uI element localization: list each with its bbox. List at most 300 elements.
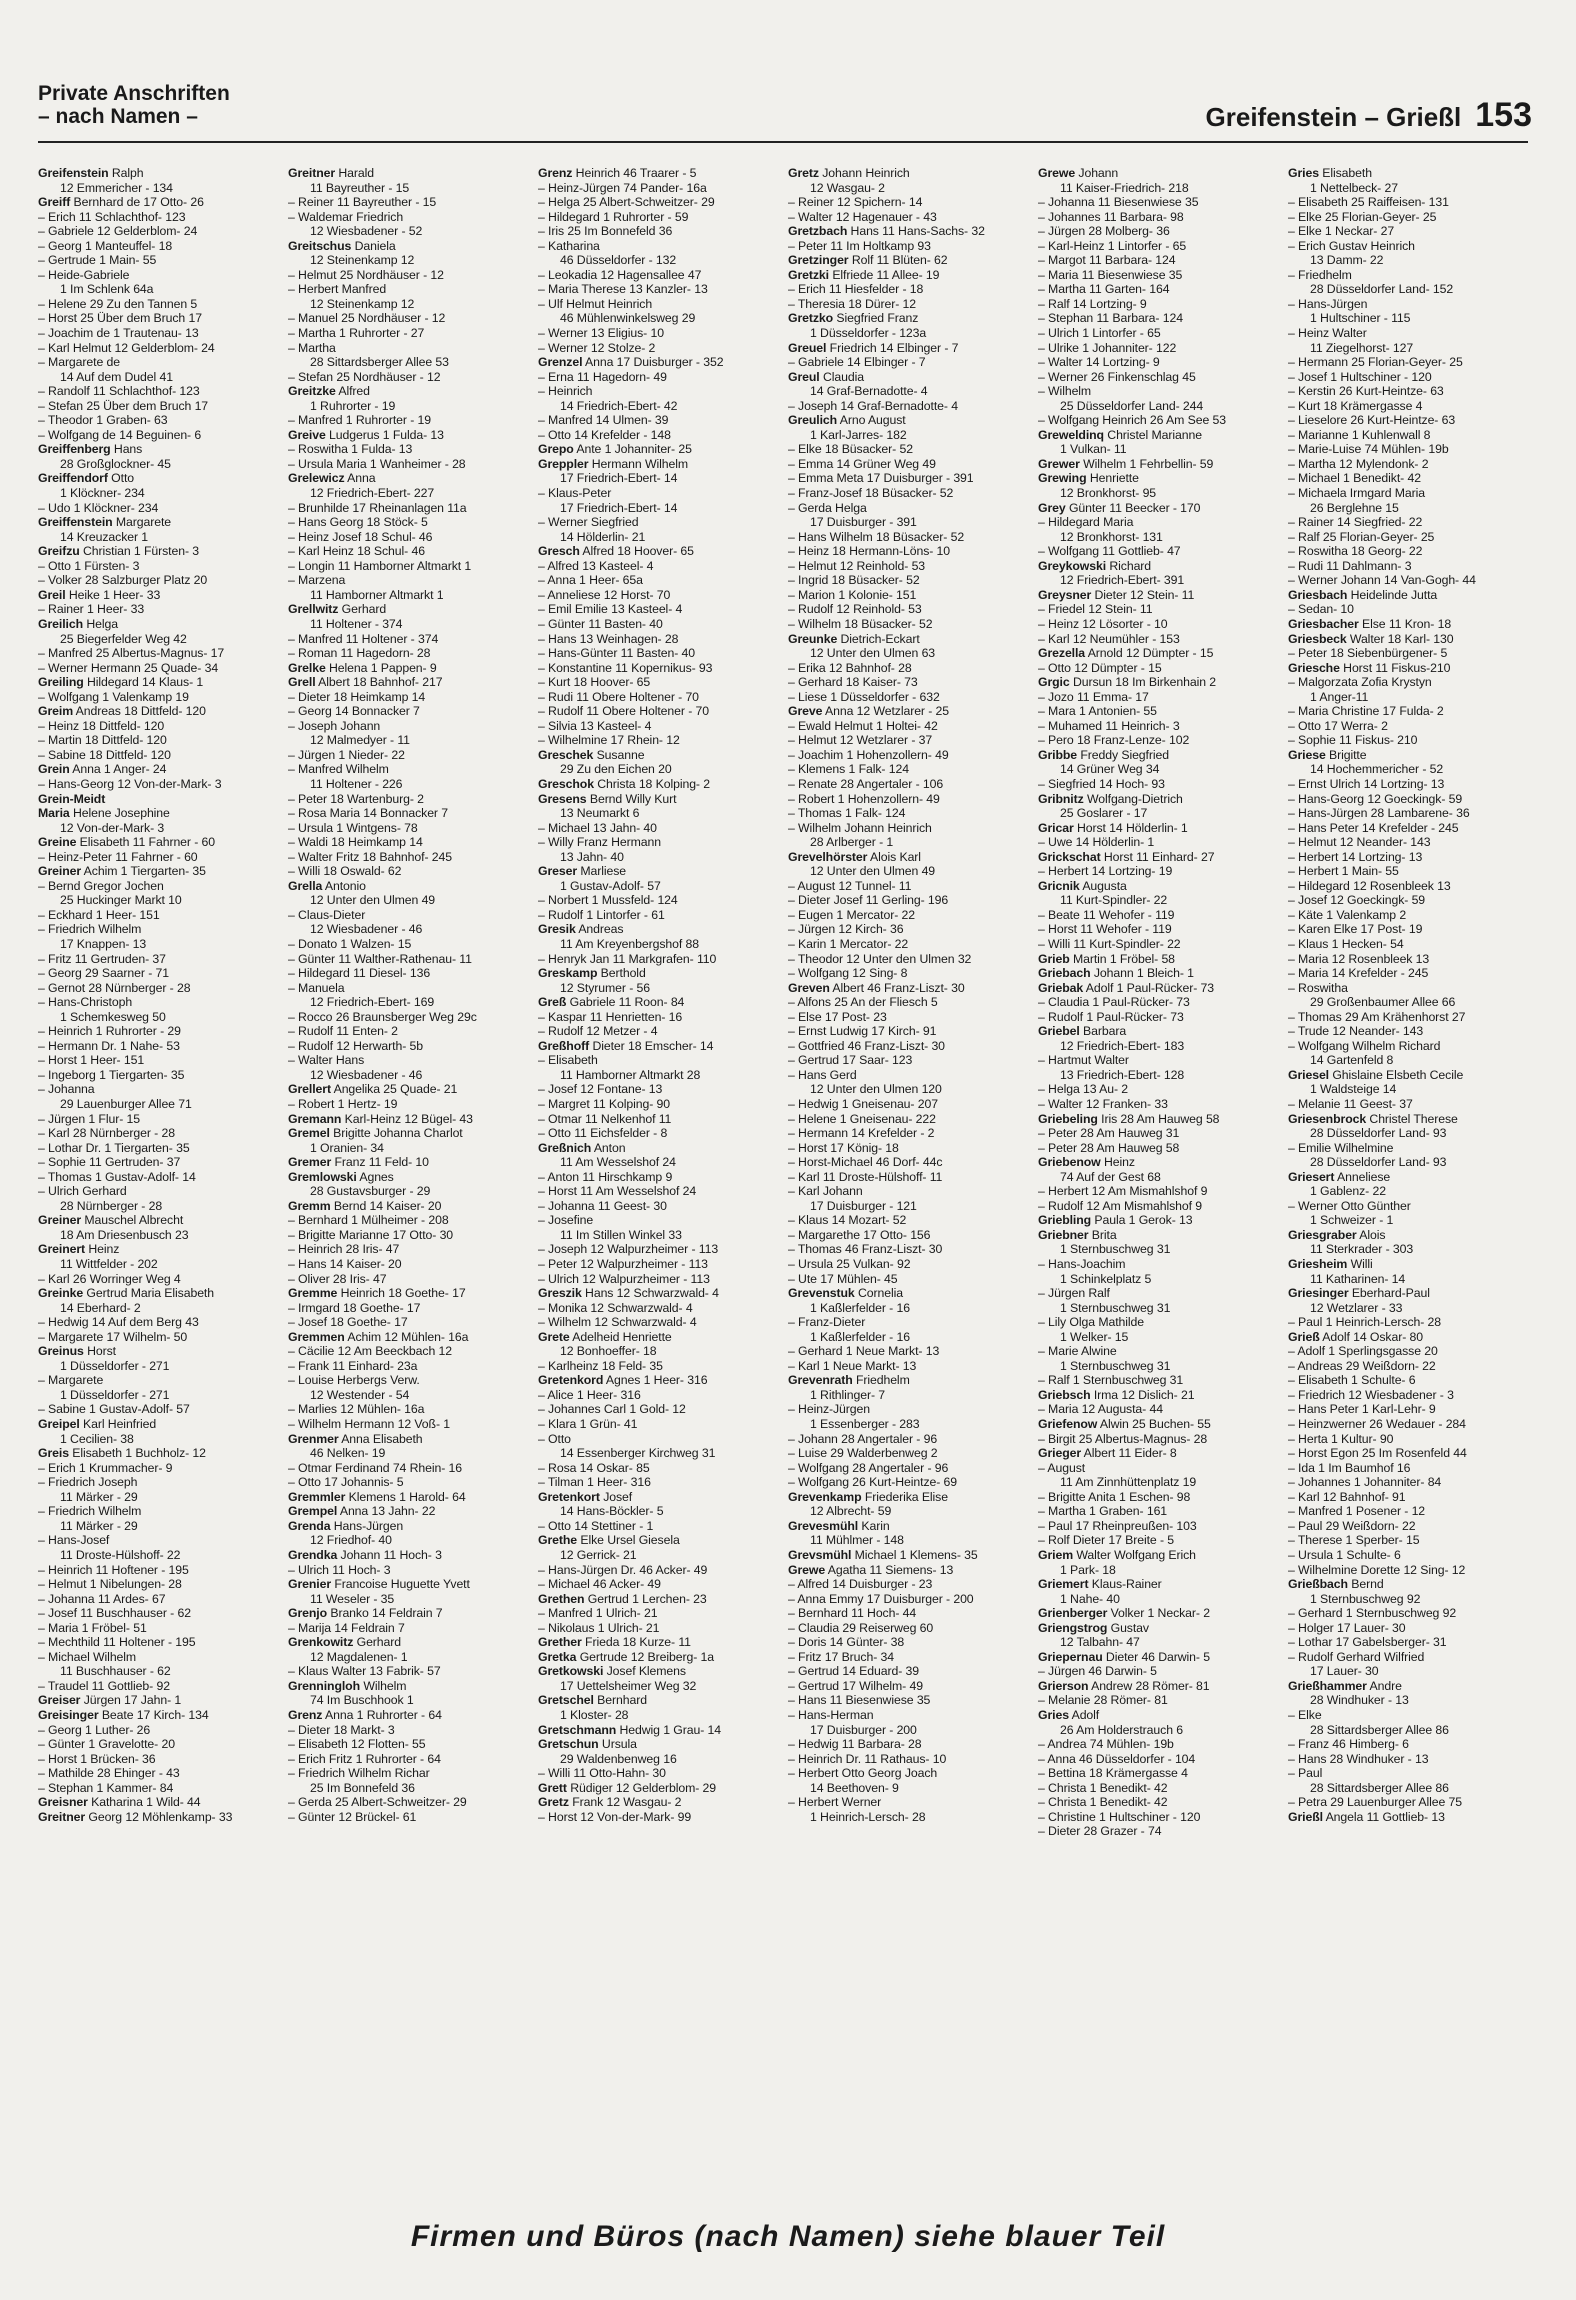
directory-entry-line: – Kurt 18 Krämergasse 4	[1288, 398, 1423, 413]
directory-entry-line: – Horst 12 Von-der-Mark- 99	[538, 1809, 692, 1824]
directory-entry-line: Grießhammer Andre	[1288, 1678, 1402, 1693]
directory-entry-line: 1 Düsseldorfer - 271	[60, 1387, 170, 1402]
directory-entry-line: Grelke Helena 1 Pappen- 9	[288, 660, 437, 675]
directory-entry-line: – Fritz 17 Bruch- 34	[788, 1649, 894, 1664]
directory-entry-line: – Herbert 1 Main- 55	[1288, 864, 1399, 879]
directory-entry-line: – Christa 1 Benedikt- 42	[1038, 1780, 1168, 1795]
directory-entry-line: – Otto 17 Johannis- 5	[288, 1475, 404, 1490]
directory-entry-line: – Franz 46 Himberg- 6	[1288, 1737, 1409, 1752]
directory-entry-line: – Muhamed 11 Heinrich- 3	[1038, 718, 1180, 733]
directory-entry-line: Greitner Georg 12 Möhlenkamp- 33	[38, 1809, 233, 1824]
directory-entry-line: – Brigitte Marianne 17 Otto- 30	[288, 1227, 454, 1242]
directory-entry-line: – Manfred 14 Ulmen- 39	[538, 413, 669, 428]
directory-entry-line: Grevenkamp Friederika Elise	[788, 1489, 948, 1504]
directory-entry-line: – Helga 13 Au- 2	[1038, 1082, 1129, 1097]
directory-entry-line: – Peter 11 Im Holtkamp 93	[788, 238, 931, 253]
directory-entry-line: Greiner Achim 1 Tiergarten- 35	[38, 864, 206, 879]
directory-entry-line: Grella Antonio	[288, 878, 366, 893]
directory-entry-line: Greis Elisabeth 1 Buchholz- 12	[38, 1446, 206, 1461]
directory-entry-line: – Hedwig 14 Auf dem Berg 43	[38, 1315, 199, 1330]
directory-entry-line: – Randolf 11 Schlachthof- 123	[38, 384, 200, 399]
directory-entry-line: – Margret 11 Kolping- 90	[538, 1097, 671, 1111]
directory-entry-line: 1 Ruhrorter - 19	[310, 398, 396, 413]
directory-entry-line: – Martha 11 Garten- 164	[1038, 282, 1170, 297]
directory-entry-line: – Johann 28 Angertaler - 96	[788, 1431, 938, 1446]
directory-entry-line: 14 Kreuzacker 1	[60, 529, 149, 544]
directory-entry-line: 12 Friedrich-Ebert- 227	[310, 486, 435, 501]
directory-entry-line: Grethen Gertrud 1 Lerchen- 23	[538, 1591, 707, 1606]
directory-entry-line: – Reiner 11 Bayreuther - 15	[288, 195, 437, 210]
directory-entry-line: 1 Nahe- 40	[1060, 1591, 1120, 1606]
directory-column	[1288, 166, 1538, 2166]
directory-entry-line: Griebling Paula 1 Gerok- 13	[1038, 1213, 1193, 1228]
directory-entry-line: – Wolfgang de 14 Beguinen- 6	[38, 427, 202, 442]
name-range-label: Greifenstein – Grießl	[1205, 102, 1462, 132]
directory-entry-line: – Rudolf 12 Herwarth- 5b	[288, 1038, 423, 1053]
directory-entry-line: 1 Düsseldorfer - 123a	[810, 326, 927, 341]
directory-entry-line: – Christa 1 Benedikt- 42	[1038, 1795, 1168, 1810]
directory-entry-line: 1 Sternbuschweg 31	[1060, 1358, 1171, 1373]
directory-entry-line: 11 Weseler - 35	[310, 1591, 395, 1606]
directory-entry-line: 46 Düsseldorfer - 132	[560, 253, 677, 268]
directory-entry-line: – Joachim de 1 Trautenau- 13	[38, 326, 199, 341]
directory-entry-line: – Roswitha 1 Fulda- 13	[288, 442, 413, 457]
directory-entry-line: – Luise 29 Walderbenweg 2	[788, 1446, 938, 1461]
directory-entry-line: – Ingrid 18 Büsacker- 52	[788, 573, 920, 588]
directory-entry-line: – Peter 18 Wartenburg- 2	[288, 791, 424, 806]
directory-entry-line: – Konstantine 11 Kopernikus- 93	[538, 660, 713, 675]
directory-entry-line: – Rudolf 12 Metzer - 4	[538, 1024, 658, 1039]
directory-entry-line: – Katharina	[538, 238, 600, 253]
directory-entry-line: Griebach Johann 1 Bleich- 1	[1038, 966, 1194, 981]
directory-entry-line: Greiffenberg Hans	[38, 442, 143, 457]
directory-entry-line: – Herta 1 Kultur- 90	[1288, 1431, 1394, 1446]
directory-entry-line: – Andreas 29 Weißdorn- 22	[1288, 1358, 1436, 1373]
directory-entry-line: – Tilman 1 Heer- 316	[538, 1475, 651, 1490]
directory-entry-line: – Elke 1 Neckar- 27	[1288, 224, 1395, 239]
directory-entry-line: Greysner Dieter 12 Stein- 11	[1038, 587, 1195, 602]
directory-entry-line: Grevesmühl Karin	[788, 1518, 890, 1533]
directory-entry-line: 14 Beethoven- 9	[810, 1780, 899, 1795]
directory-entry-line: – Wolfgang 28 Angertaler - 96	[788, 1460, 949, 1475]
directory-entry-line: 12 Bronkhorst- 95	[1060, 486, 1157, 501]
directory-entry-line: – Otmar 11 Nelkenhof 11	[538, 1111, 672, 1126]
directory-entry-line: – Gerhard 1 Sternbuschweg 92	[1288, 1606, 1457, 1621]
directory-entry-line: Griebeling Iris 28 Am Hauweg 58	[1038, 1111, 1220, 1126]
directory-entry-line: – Ute 17 Mühlen- 45	[788, 1271, 898, 1286]
directory-entry-line: – Klemens 1 Falk- 124	[788, 762, 909, 777]
directory-entry-line: Gries Elisabeth	[1288, 166, 1372, 180]
directory-entry-line: – Hans-Günter 11 Basten- 40	[538, 646, 696, 661]
directory-entry-line: Greve Anna 12 Wetzlarer - 25	[788, 704, 950, 719]
directory-entry-line: – Paul 29 Weißdorn- 22	[1288, 1518, 1416, 1533]
directory-entry-line: – Heinz-Peter 11 Fahrner - 60	[38, 849, 198, 864]
directory-entry-line: Griesgraber Alois	[1288, 1227, 1386, 1242]
directory-entry-line: – Hans Gerd	[788, 1067, 857, 1082]
directory-entry-line: Greisner Katharina 1 Wild- 44	[38, 1795, 201, 1810]
directory-entry-line: – Hildegard 12 Rosenbleek 13	[1288, 878, 1451, 893]
directory-entry-line: 11 Sterkrader - 303	[1310, 1242, 1414, 1257]
directory-entry-line: – Otto	[538, 1431, 571, 1446]
directory-entry-line: Greykowski Richard	[1038, 558, 1152, 573]
directory-entry-line: – Lothar Dr. 1 Tiergarten- 35	[38, 1140, 190, 1155]
directory-entry-line: 1 Schinkelplatz 5	[1060, 1271, 1152, 1286]
directory-entry-line: – Bernhard 1 Mülheimer - 208	[288, 1213, 449, 1228]
directory-entry-line: – Käte 1 Valenkamp 2	[1288, 907, 1407, 922]
directory-entry-line: – Werner Siegfried	[538, 515, 639, 530]
directory-entry-line: – Oliver 28 Iris- 47	[288, 1271, 387, 1286]
directory-entry-line: 28 Großglockner- 45	[60, 456, 171, 471]
directory-entry-line: Greweldinq Christel Marianne	[1038, 427, 1202, 442]
directory-entry-line: – Martha	[288, 340, 336, 355]
directory-entry-line: Grendka Johann 11 Hoch- 3	[288, 1547, 442, 1562]
directory-entry-line: – Jozo 11 Emma- 17	[1038, 689, 1149, 704]
directory-entry-line: – Manfred 1 Ulrich- 21	[538, 1606, 658, 1621]
directory-entry-line: – Friedrich Wilhelm	[38, 1504, 142, 1519]
directory-entry-line: – Helmut 12 Wetzlarer - 37	[788, 733, 933, 748]
directory-entry-line: – Helene 29 Zu den Tannen 5	[38, 296, 198, 311]
directory-entry-line: – Werner Hermann 25 Quade- 34	[38, 660, 219, 675]
directory-entry-line: – Helene 1 Gneisenau- 222	[788, 1111, 936, 1126]
directory-entry-line: – Peter 18 Siebenbürgener- 5	[1288, 646, 1448, 661]
directory-entry-line: – Wilhelmine 17 Rhein- 12	[538, 733, 680, 748]
directory-entry-line: – Willi 18 Oswald- 62	[288, 864, 402, 879]
directory-entry-line: – Cäcilie 12 Am Beeckbach 12	[288, 1344, 452, 1359]
directory-entry-line: 1 Nettelbeck- 27	[1310, 180, 1398, 195]
directory-entry-line: – Beate 11 Wehofer - 119	[1038, 907, 1175, 922]
directory-entry-line: 12 Malmedyer - 11	[310, 733, 410, 748]
directory-entry-line: 17 Duisburger - 391	[810, 515, 917, 530]
directory-entry-line: – Dieter Josef 11 Gerling- 196	[788, 893, 949, 908]
directory-entry-line: – Wilhelm 18 Büsacker- 52	[788, 616, 933, 631]
directory-entry-line: – Johanna	[38, 1082, 95, 1097]
directory-entry-line: 1 Gablenz- 22	[1310, 1184, 1386, 1199]
directory-entry-line: 1 Düsseldorfer - 271	[60, 1358, 170, 1373]
directory-entry-line: – Joseph 14 Graf-Bernadotte- 4	[788, 398, 958, 413]
directory-entry-line: Greiser Jürgen 17 Jahn- 1	[38, 1693, 182, 1708]
directory-entry-line: – Gertrud 17 Wilhelm- 49	[788, 1678, 923, 1693]
directory-entry-line: – Heinzwerner 26 Wedauer - 284	[1288, 1417, 1466, 1432]
directory-entry-line: – Robert 1 Hohenzollern- 49	[788, 791, 940, 806]
directory-entry-line: Gretka Gertrude 12 Breiberg- 1a	[538, 1649, 714, 1664]
directory-entry-line: – Donato 1 Walzen- 15	[288, 936, 412, 951]
directory-entry-line: – Erich Gustav Heinrich	[1288, 238, 1415, 253]
directory-entry-line: Greulich Arno August	[788, 413, 906, 428]
directory-entry-line: Grenmer Anna Elisabeth	[288, 1431, 423, 1446]
directory-entry-line: Greiling Hildegard 14 Klaus- 1	[38, 675, 204, 690]
directory-entry-line: – Ursula 1 Wintgens- 78	[288, 820, 418, 835]
directory-entry-line: Greß Gabriele 11 Roon- 84	[538, 995, 685, 1010]
directory-entry-line: – Walter Fritz 18 Bahnhof- 245	[288, 849, 452, 864]
directory-entry-line: Grenda Hans-Jürgen	[288, 1518, 404, 1533]
directory-entry-line: 12 Wiesbadener - 52	[310, 224, 423, 239]
directory-entry-line: – Hildegard 11 Diesel- 136	[288, 966, 431, 981]
directory-entry-line: – Günter 12 Brückel- 61	[288, 1809, 417, 1824]
directory-entry-line: – Friedel 12 Stein- 11	[1038, 602, 1153, 617]
directory-entry-line: 26 Berglehne 15	[1310, 500, 1399, 515]
directory-entry-line: – Horst 17 König- 18	[788, 1140, 899, 1155]
directory-entry-line: – Wolfgang 11 Gottlieb- 47	[1038, 544, 1181, 559]
directory-entry-line: 28 Windhuker - 13	[1310, 1693, 1409, 1708]
directory-entry-line: – Anna 46 Düsseldorfer - 104	[1038, 1751, 1196, 1766]
directory-entry-line: – Karl Heinz 18 Schul- 46	[288, 544, 425, 559]
directory-entry-line: – Margarete 17 Wilhelm- 50	[38, 1329, 188, 1344]
directory-entry-line: – Frank 11 Einhard- 23a	[288, 1358, 418, 1373]
directory-entry-line: 12 Bronkhorst- 131	[1060, 529, 1163, 544]
directory-entry-line: 17 Friedrich-Ebert- 14	[560, 471, 678, 486]
directory-entry-line: – Michaela Irmgard Maria	[1288, 486, 1426, 501]
directory-entry-line: – Manfred 11 Holtener - 374	[288, 631, 439, 646]
directory-entry-line: 1 Sternbuschweg 31	[1060, 1300, 1171, 1315]
directory-entry-line: 12 Westender - 54	[310, 1387, 410, 1402]
directory-entry-line: – Walter 12 Franken- 33	[1038, 1097, 1168, 1111]
directory-entry-line: – Klaus 14 Mozart- 52	[788, 1213, 907, 1228]
directory-entry-line: – Irmgard 18 Goethe- 17	[288, 1300, 421, 1315]
directory-entry-line: – Josefine	[538, 1213, 594, 1228]
directory-entry-line: – Johannes 11 Barbara- 98	[1038, 209, 1184, 224]
directory-entry-line: – Heinz Walter	[1288, 326, 1367, 341]
directory-entry-line: – Herbert 14 Lortzing- 13	[1288, 849, 1423, 864]
directory-entry-line: 1 Kloster- 28	[560, 1707, 629, 1722]
directory-entry-line: – Wolfgang Heinrich 26 Am See 53	[1038, 413, 1226, 428]
directory-entry-line: – Karl 26 Worringer Weg 4	[38, 1271, 181, 1286]
directory-entry-line: Grierson Andrew 28 Römer- 81	[1038, 1678, 1210, 1693]
directory-entry-line: – Emma 14 Grüner Weg 49	[788, 456, 936, 471]
directory-entry-line: – Horst 1 Heer- 151	[38, 1053, 145, 1068]
directory-entry-line: – August 12 Tunnel- 11	[788, 878, 912, 893]
directory-entry-line: Greiffenstein Margarete	[38, 515, 172, 530]
directory-entry-line: – Gerda Helga	[788, 500, 867, 515]
directory-entry-line: – Karlheinz 18 Feld- 35	[538, 1358, 663, 1373]
directory-entry-line: – Hartmut Walter	[1038, 1053, 1129, 1068]
directory-entry-line: – Josef 1 Hultschiner - 120	[1288, 369, 1432, 384]
directory-entry-line: – Adolf 1 Sperlingsgasse 20	[1288, 1344, 1438, 1359]
directory-entry-line: – Walter Hans	[288, 1053, 365, 1068]
directory-entry-line: – Udo 1 Klöckner- 234	[38, 500, 159, 515]
directory-entry-line: Gretzbach Hans 11 Hans-Sachs- 32	[788, 224, 985, 239]
directory-entry-line: Griesert Anneliese	[1288, 1169, 1391, 1184]
directory-entry-line: – Thomas 29 Am Krähenhorst 27	[1288, 1009, 1466, 1024]
directory-entry-line: 11 Am Zinnhüttenplatz 19	[1060, 1475, 1197, 1490]
directory-entry-line: Grenningloh Wilhelm	[288, 1678, 407, 1693]
directory-entry-line: – Horst Egon 25 Im Rosenfeld 44	[1288, 1446, 1467, 1461]
directory-entry-line: Grempel Anna 13 Jahn- 22	[288, 1504, 436, 1519]
directory-entry-line: Gries Adolf	[1038, 1707, 1100, 1722]
directory-entry-line: 14 Eberhard- 2	[60, 1300, 141, 1315]
section-title-line1: Private Anschriften	[38, 82, 230, 105]
directory-entry-line: 29 Lauenburger Allee 71	[60, 1097, 192, 1111]
directory-entry-line: Griepernau Dieter 46 Darwin- 5	[1038, 1649, 1210, 1664]
directory-entry-line: Gricnik Augusta	[1038, 878, 1127, 893]
directory-entry-line: – Georg 29 Saarner - 71	[38, 966, 169, 981]
directory-entry-line: – Martin 18 Dittfeld- 120	[38, 733, 167, 748]
directory-entry-line: – Lothar 17 Gabelsberger- 31	[1288, 1635, 1447, 1650]
directory-entry-line: 12 Albrecht- 59	[810, 1504, 892, 1519]
directory-entry-line: – Hans-Georg 12 Goeckingk- 59	[1288, 791, 1463, 806]
directory-entry-line: – Marie-Luise 74 Mühlen- 19b	[1288, 442, 1449, 457]
directory-entry-line: Grete Adelheid Henriette	[538, 1329, 672, 1344]
directory-entry-line: – Louise Herbergs Verw.	[288, 1373, 420, 1388]
directory-entry-line: Grieß Adolf 14 Oskar- 80	[1288, 1329, 1423, 1344]
directory-entry-line: 14 Hans-Böckler- 5	[560, 1504, 664, 1519]
directory-entry-line: – Siegfried 14 Hoch- 93	[1038, 776, 1165, 791]
directory-entry-line: – Martha 1 Ruhrorter - 27	[288, 326, 425, 341]
directory-entry-line: Grevelhörster Alois Karl	[788, 849, 921, 864]
directory-entry-line: Gremann Karl-Heinz 12 Bügel- 43	[288, 1111, 473, 1126]
directory-entry-line: Gremm Bernd 14 Kaiser- 20	[288, 1198, 442, 1213]
directory-entry-line: Griesinger Eberhard-Paul	[1288, 1286, 1430, 1301]
directory-entry-line: – Thomas 1 Gustav-Adolf- 14	[38, 1169, 196, 1184]
directory-entry-line: – Karl 11 Droste-Hülshoff- 11	[788, 1169, 943, 1184]
directory-entry-line: Greipel Karl Heinfried	[38, 1417, 157, 1432]
directory-entry-line: 14 Graf-Bernadotte- 4	[810, 384, 928, 399]
directory-entry-line: – Marie Alwine	[1038, 1344, 1117, 1359]
directory-entry-line: Greskamp Berthold	[538, 966, 646, 981]
directory-entry-line: – Johanna 11 Biesenwiese 35	[1038, 195, 1199, 210]
directory-entry-line: – Otmar Ferdinand 74 Rhein- 16	[288, 1460, 463, 1475]
directory-entry-line: – Peter 12 Walpurzheimer - 113	[538, 1257, 708, 1272]
directory-entry-line: – Heinz 18 Hermann-Löns- 10	[788, 544, 951, 559]
directory-entry-line: Grell Albert 18 Bahnhof- 217	[288, 675, 443, 690]
directory-entry-line: – Hans-Christoph	[38, 995, 133, 1010]
directory-entry-line: – Traudel 11 Gottlieb- 92	[38, 1678, 170, 1693]
directory-entry-line: Gretenkord Agnes 1 Heer- 316	[538, 1373, 708, 1388]
directory-entry-line: 11 Hamborner Altmarkt 1	[310, 587, 444, 602]
directory-entry-line: – Karin 1 Mercator- 22	[788, 936, 909, 951]
directory-entry-line: Grewing Henriette	[1038, 471, 1139, 486]
directory-entry-line: 28 Sittardsberger Allee 53	[310, 355, 449, 370]
directory-entry-line: – Kerstin 26 Kurt-Heintze- 63	[1288, 384, 1444, 399]
directory-entry-line: 17 Duisburger - 200	[810, 1722, 917, 1737]
directory-entry-line: Greil Heike 1 Heer- 33	[38, 587, 161, 602]
directory-entry-line: – Günter 1 Gravelotte- 20	[38, 1737, 175, 1752]
directory-column	[1038, 166, 1288, 2166]
directory-entry-line: – Wolfgang 26 Kurt-Heintze- 69	[788, 1475, 958, 1490]
directory-entry-line: – Peter 28 Am Hauweg 31	[1038, 1126, 1180, 1141]
directory-entry-line: 1 Sternbuschweg 92	[1310, 1591, 1421, 1606]
directory-entry-line: Griebenow Heinz	[1038, 1155, 1135, 1170]
directory-entry-line: – Margot 11 Barbara- 124	[1038, 253, 1176, 268]
directory-entry-line: 46 Nelken- 19	[310, 1446, 386, 1461]
directory-entry-line: – Heinrich	[538, 384, 593, 399]
directory-entry-line: – Elke 18 Büsacker- 52	[788, 442, 913, 457]
directory-entry-line: – Marzena	[288, 573, 346, 588]
directory-entry-line: – Mara 1 Antonien- 55	[1038, 704, 1157, 719]
directory-entry-line: 74 Im Buschhook 1	[310, 1693, 414, 1708]
directory-entry-line: – Helmut 12 Neander- 143	[1288, 835, 1431, 850]
directory-entry-line: 1 Welker- 15	[1060, 1329, 1129, 1344]
directory-entry-line: – Jürgen Ralf	[1038, 1286, 1110, 1301]
directory-entry-line: Grey Günter 11 Beecker - 170	[1038, 500, 1201, 515]
directory-entry-line: – Helmut 12 Reinhold- 53	[788, 558, 926, 573]
directory-entry-line: 12 Talbahn- 47	[1060, 1635, 1140, 1650]
directory-entry-line: – Herbert 14 Lortzing- 19	[1038, 864, 1173, 879]
directory-entry-line: – Erna 11 Hagedorn- 49	[538, 369, 667, 384]
directory-entry-line: 12 Styrumer - 56	[560, 980, 650, 995]
directory-entry-line: Gresch Alfred 18 Hoover- 65	[538, 544, 694, 559]
directory-entry-line: 14 Gartenfeld 8	[1310, 1053, 1394, 1068]
directory-entry-line: Grevenrath Friedhelm	[788, 1373, 910, 1388]
directory-entry-line: 28 Arlberger - 1	[810, 835, 894, 850]
directory-entry-line: – Gertrud 14 Eduard- 39	[788, 1664, 919, 1679]
directory-entry-line: Greschek Susanne	[538, 747, 645, 762]
directory-entry-line: – Alice 1 Heer- 316	[538, 1387, 641, 1402]
directory-entry-line: – Leokadia 12 Hagensallee 47	[538, 267, 702, 282]
directory-entry-line: – Ursula Maria 1 Wanheimer - 28	[288, 456, 466, 471]
directory-entry-line: 29 Waldenbenweg 16	[560, 1751, 677, 1766]
directory-entry-line: Grether Frieda 18 Kurze- 11	[538, 1635, 691, 1650]
directory-column	[288, 166, 538, 2166]
directory-entry-line: Greisinger Beate 17 Kirch- 134	[38, 1707, 209, 1722]
directory-entry-line: 11 Katharinen- 14	[1310, 1271, 1406, 1286]
directory-entry-line: – Martha 1 Graben- 161	[1038, 1504, 1168, 1519]
directory-entry-line: – Werner 26 Finkenschlag 45	[1038, 369, 1196, 384]
directory-entry-line: – Heinrich 1 Ruhrorter - 29	[38, 1024, 181, 1039]
directory-entry-line: – Klaus-Peter	[538, 486, 612, 501]
directory-entry-line: 12 Wiesbadener - 46	[310, 1067, 423, 1082]
directory-entry-line: – Henryk Jan 11 Markgrafen- 110	[538, 951, 717, 966]
directory-entry-line: Greitzke Alfred	[288, 384, 370, 399]
section-title-line2: – nach Namen –	[38, 105, 198, 128]
directory-entry-line: – Willi 11 Kurt-Spindler- 22	[1038, 936, 1181, 951]
directory-entry-line: – Heinz-Jürgen	[788, 1402, 870, 1417]
directory-entry-line: – Hans-Georg 12 Von-der-Mark- 3	[38, 776, 222, 791]
directory-entry-line: Grießl Angela 11 Gottlieb- 13	[1288, 1809, 1445, 1824]
directory-entry-line: – Emilie Wilhelmine	[1288, 1140, 1394, 1155]
directory-entry-line: 1 Waldsteige 14	[1310, 1082, 1397, 1097]
directory-entry-line: – Erich 11 Schlachthof- 123	[38, 209, 186, 224]
directory-entry-line: – Horst 1 Brücken- 36	[38, 1751, 156, 1766]
directory-entry-line: 14 Friedrich-Ebert- 42	[560, 398, 678, 413]
directory-entry-line: – Rudolf 12 Reinhold- 53	[788, 602, 922, 617]
directory-entry-line: – Norbert 1 Mussfeld- 124	[538, 893, 678, 908]
directory-entry-line: – Paul	[1288, 1766, 1323, 1781]
directory-entry-line: 1 Sternbuschweg 31	[1060, 1242, 1171, 1257]
directory-entry-line: Grenier Francoise Huguette Yvett	[288, 1577, 470, 1592]
directory-entry-line: – Else 17 Post- 23	[788, 1009, 887, 1024]
directory-entry-line: – Ulrike 1 Johanniter- 122	[1038, 340, 1177, 355]
directory-entry-line: – Erich 11 Hiesfelder - 18	[788, 282, 924, 297]
directory-entry-line: Greszik Hans 12 Schwarzwald- 4	[538, 1286, 719, 1301]
directory-entry-line: – Hans-Josef	[38, 1533, 110, 1548]
directory-entry-line: – Hermann 25 Florian-Geyer- 25	[1288, 355, 1463, 370]
directory-entry-line: 11 Holtener - 374	[310, 616, 403, 631]
directory-entry-line: Gribbe Freddy Siegfried	[1038, 747, 1169, 762]
directory-entry-line: – Rudolf 1 Paul-Rücker- 73	[1038, 1009, 1184, 1024]
directory-column	[38, 166, 288, 2166]
directory-entry-line: – Johannes 1 Johanniter- 84	[1288, 1475, 1442, 1490]
directory-entry-line: 12 Magdalenen- 1	[310, 1649, 408, 1664]
directory-entry-line: Gretschel Bernhard	[538, 1693, 647, 1708]
header-rule	[38, 141, 1528, 143]
directory-entry-line: – Claudia 29 Reiserweg 60	[788, 1620, 934, 1635]
directory-entry-line: – Michael 13 Jahn- 40	[538, 820, 657, 835]
directory-entry-line: – Horst 11 Wehofer - 119	[1038, 922, 1172, 937]
directory-entry-line: – Joseph Johann	[288, 718, 381, 733]
directory-entry-line: – Therese 1 Sperber- 15	[1288, 1533, 1420, 1548]
directory-entry-line: – Manuel 25 Nordhäuser - 12	[288, 311, 446, 326]
directory-entry-line: Gricar Horst 14 Hölderlin- 1	[1038, 820, 1188, 835]
directory-entry-line: 18 Am Driesenbusch 23	[60, 1227, 189, 1242]
directory-entry-line: 29 Großenbaumer Allee 66	[1310, 995, 1456, 1010]
directory-entry-line: 11 Mühlmer - 148	[810, 1533, 904, 1548]
directory-entry-line: 14 Auf dem Dudel 41	[60, 369, 173, 384]
directory-entry-line: – Nikolaus 1 Ulrich- 21	[538, 1620, 660, 1635]
directory-entry-line: 12 Steinenkamp 12	[310, 253, 415, 268]
directory-entry-line: Griebak Adolf 1 Paul-Rücker- 73	[1038, 980, 1214, 995]
directory-entry-line: 12 Friedhof- 40	[310, 1533, 392, 1548]
directory-entry-line: Griesbach Heidelinde Jutta	[1288, 587, 1438, 602]
